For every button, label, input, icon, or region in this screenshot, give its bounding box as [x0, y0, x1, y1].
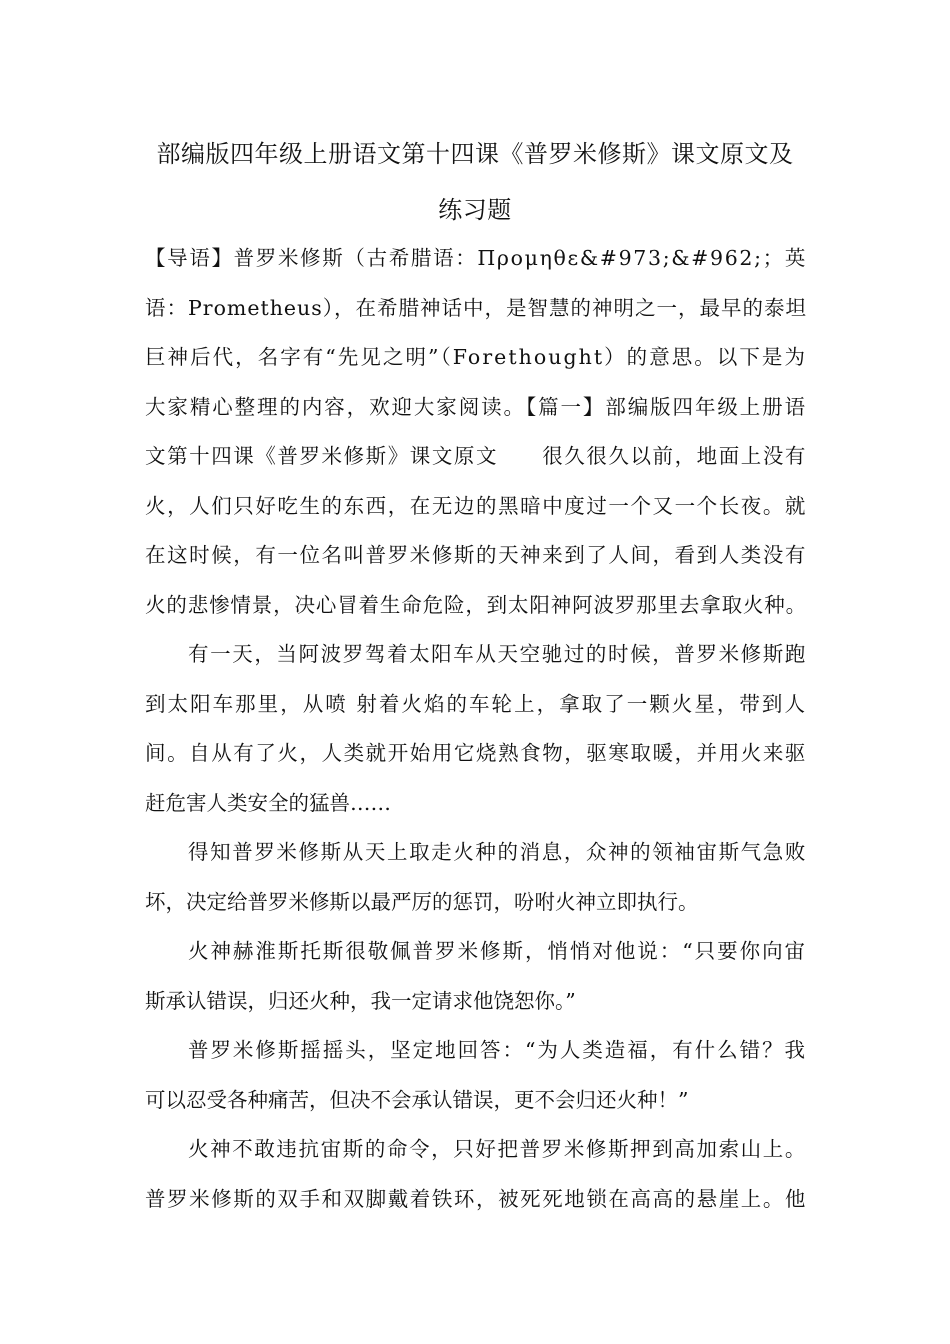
text-line: 语：Prometheus），在希腊神话中，是智慧的神明之一，最早的泰坦	[145, 295, 807, 320]
text-line: 巨神后代，名字有“先见之明”（Forethought）的意思。以下是为	[145, 345, 807, 369]
text-line: 火的悲惨情景，决心冒着生命危险，到太阳神阿波罗那里去拿取火种。	[145, 592, 807, 617]
title-line-1: 部编版四年级上册语文第十四课《普罗米修斯》课文原文及	[156, 140, 794, 168]
text-line: 得知普罗米修斯从天上取走火种的消息，众神的领袖宙斯气急败	[188, 840, 807, 864]
text-line: 火神不敢违抗宙斯的命令，只好把普罗米修斯押到高加索山上。	[188, 1137, 807, 1161]
text-line: 普罗米修斯的双手和双脚戴着铁环，被死死地锁在高高的悬崖上。他	[145, 1186, 807, 1211]
text-line: 赶危害人类安全的猛兽……	[145, 790, 391, 815]
text-line: 火神赫淮斯托斯很敬佩普罗米修斯，悄悄对他说：“只要你向宙	[188, 939, 807, 963]
text-line: 【导语】普罗米修斯（古希腊语：Προμηθε&#973;&#962;；英	[145, 246, 807, 270]
text-line: 普罗米修斯摇摇头，坚定地回答：“为人类造福，有什么错？我	[188, 1038, 807, 1062]
text-line: 有一天，当阿波罗驾着太阳车从天空驰过的时候，普罗米修斯跑	[188, 642, 807, 666]
text-line: 可以忍受各种痛苦，但决不会承认错误，更不会归还火种！”	[145, 1087, 689, 1112]
text-line: 在这时候，有一位名叫普罗米修斯的天神来到了人间，看到人类没有	[145, 543, 807, 567]
document-body	[145, 244, 807, 1234]
title-line-2: 练习题	[438, 196, 512, 224]
text-line: 文第十四课《普罗米修斯》课文原文 很久很久以前，地面上没有	[145, 444, 807, 468]
text-line: 到太阳车那里，从喷 射着火焰的车轮上，拿取了一颗火星，带到人	[145, 691, 807, 716]
text-line: 坏，决定给普罗米修斯以最严厉的惩罚，吩咐火神立即执行。	[145, 889, 699, 914]
document-title	[145, 126, 805, 238]
text-line: 斯承认错误，归还火种，我一定请求他饶恕你。”	[145, 988, 576, 1013]
text-line: 大家精心整理的内容，欢迎大家阅读。【篇一】部编版四年级上册语	[145, 394, 807, 419]
text-line: 间。自从有了火，人类就开始用它烧熟食物，驱寒取暖，并用火来驱	[145, 741, 807, 765]
text-line: 火，人们只好吃生的东西，在无边的黑暗中度过一个又一个长夜。就	[145, 493, 807, 518]
